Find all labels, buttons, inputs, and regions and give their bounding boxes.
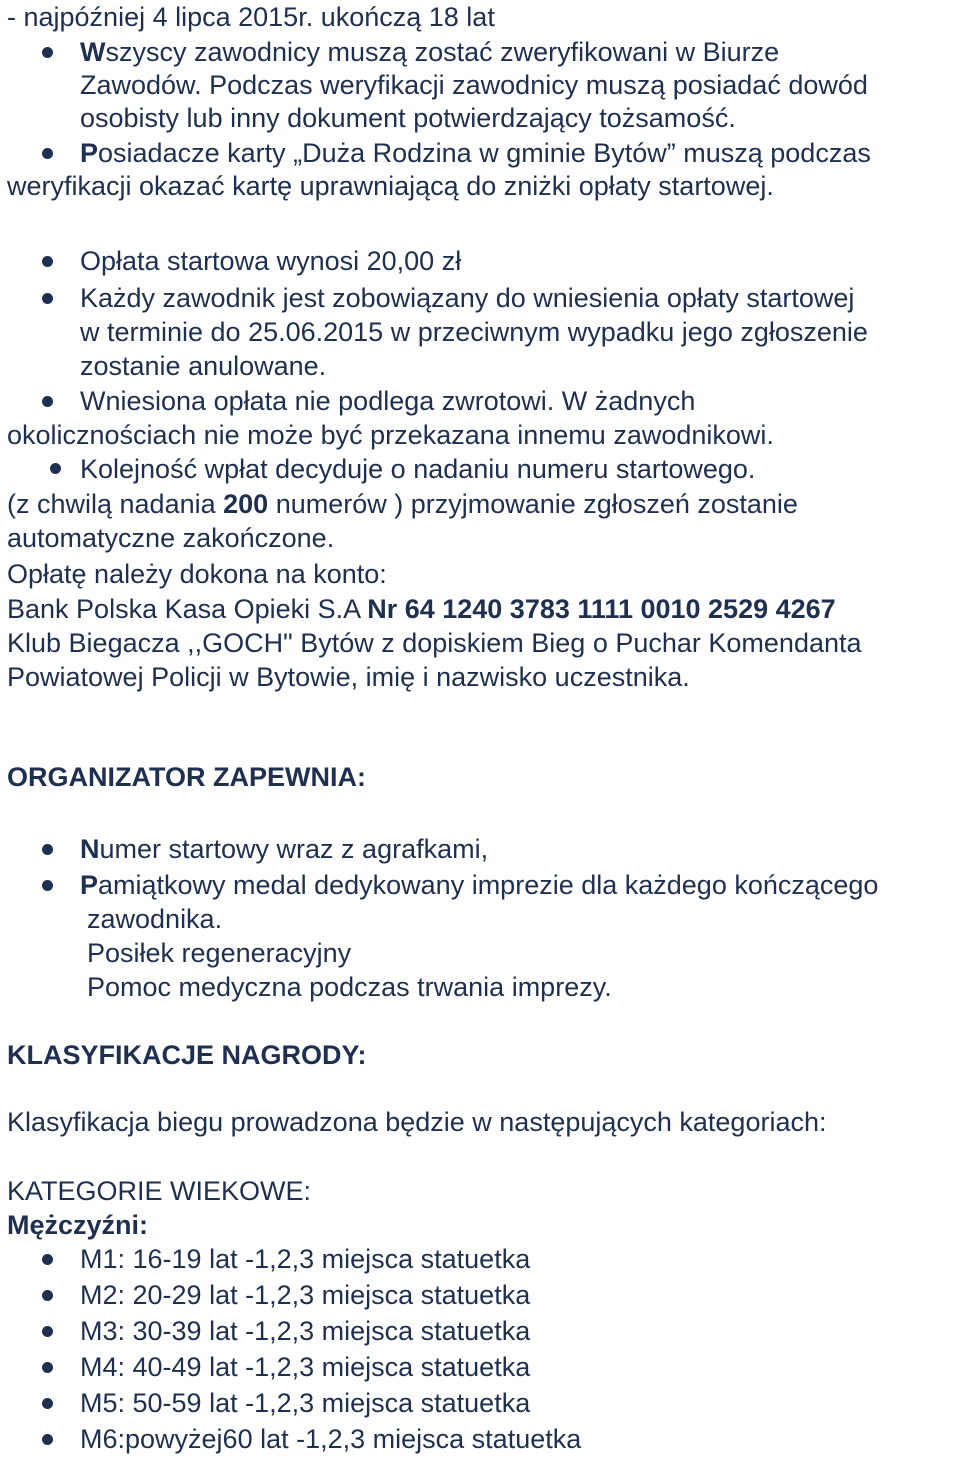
classification-heading: KLASYFIKACJE NAGRODY: [7,1040,367,1070]
bullet-icon [42,396,53,407]
bullet-icon [42,1326,53,1337]
bullet-icon [42,293,53,304]
fee-deadline-line-2: w terminie do 25.06.2015 w przeciwnym wypadku jego zgłoszenie [80,317,868,347]
family-card-item [80,136,871,170]
organizer-item-number: Numer startowy wraz z agrafkami, [80,834,489,864]
organizer-item-meal: Posiłek regeneracyjny [87,938,352,968]
family-card-line-2: weryfikacji okazać kartę uprawniającą do zniżki opłaty startowej. [7,171,774,201]
bullet-icon [42,256,53,267]
limit-line: (z chwilą nadania 200 numerów ) przyjmowanie zgłoszeń zostanie [7,489,798,519]
police-line: Powiatowej Policji w Bytowie, imię i nazwisko uczestnika. [7,662,690,692]
bullet-icon [42,1434,53,1445]
refund-line-2: okolicznościach nie może być przekazana innemu zawodnikowi. [7,420,774,450]
verification-text: szyscy zawodnicy muszą zostać zweryfikowani w Biurze [105,37,780,67]
men-heading: Mężczyźni: [7,1210,149,1240]
organizer-item-medical: Pomoc medyczna podczas trwania imprezy. [87,972,612,1002]
age-categories-heading: KATEGORIE WIEKOWE: [7,1176,312,1206]
bank-account-line: Bank Polska Kasa Opieki S.A Nr 64 1240 3783 1111 0010 2529 4267 [7,594,836,624]
bullet-icon [42,844,53,855]
fee-line: Opłata startowa wynosi 20,00 zł [80,246,462,276]
order-line: Kolejność wpłat decyduje o nadaniu numeru startowego. [80,454,756,484]
limit-line-2: automatyczne zakończone. [7,523,335,553]
bullet-icon [42,1362,53,1373]
list-item: M1: 16-19 lat -1,2,3 miejsca statuetka [80,1244,531,1274]
bullet-icon [42,1254,53,1265]
limit-number: 200 [223,489,269,519]
payment-instruction: Opłatę należy dokona na konto: [7,559,387,589]
list-item: M6:powyżej60 lat -1,2,3 miejsca statuetka [80,1424,582,1454]
verification-item [80,35,779,69]
fee-deadline-line-1: Każdy zawodnik jest zobowiązany do wniesienia opłaty startowej [80,283,855,313]
bullet-icon [42,148,53,159]
refund-line-1: Wniesiona opłata nie podlega zwrotowi. W żadnych [80,386,696,416]
initial-letter: W [80,37,106,67]
account-number: Nr 64 1240 3783 1111 0010 2529 4267 [367,594,836,624]
fee-deadline-line-3: zostanie anulowane. [80,351,327,381]
bullet-icon [42,47,53,58]
bullet-icon [42,1398,53,1409]
list-item: M4: 40-49 lat -1,2,3 miejsca statuetka [80,1352,531,1382]
bullet-icon [42,1290,53,1301]
organizer-item-medal: Pamiątkowy medal dedykowany imprezie dla każdego kończącego [80,870,879,900]
initial-letter: P [80,138,99,168]
list-item: M2: 20-29 lat -1,2,3 miejsca statuetka [80,1280,531,1310]
list-item: M5: 50-59 lat -1,2,3 miejsca statuetka [80,1388,531,1418]
bullet-icon [42,880,53,891]
organizer-item-medal-line-2: zawodnika. [87,904,223,934]
bullet-icon [50,463,61,474]
verification-line-2: Zawodów. Podczas weryfikacji zawodnicy muszą posiadać dowód [80,70,868,100]
classification-intro: Klasyfikacja biegu prowadzona będzie w następujących kategoriach: [7,1107,827,1137]
age-requirement-line: - najpóźniej 4 lipca 2015r. ukończą 18 lat [7,2,495,32]
organizer-heading: ORGANIZATOR ZAPEWNIA: [7,762,366,792]
list-item: M3: 30-39 lat -1,2,3 miejsca statuetka [80,1316,531,1346]
verification-line-3: osobisty lub inny dokument potwierdzający tożsamość. [80,103,736,133]
family-card-text: osiadacze karty „Duża Rodzina w gminie Bytów” muszą podczas [98,138,871,168]
club-line: Klub Biegacza ,,GOCH" Bytów z dopiskiem Bieg o Puchar Komendanta [7,628,862,658]
